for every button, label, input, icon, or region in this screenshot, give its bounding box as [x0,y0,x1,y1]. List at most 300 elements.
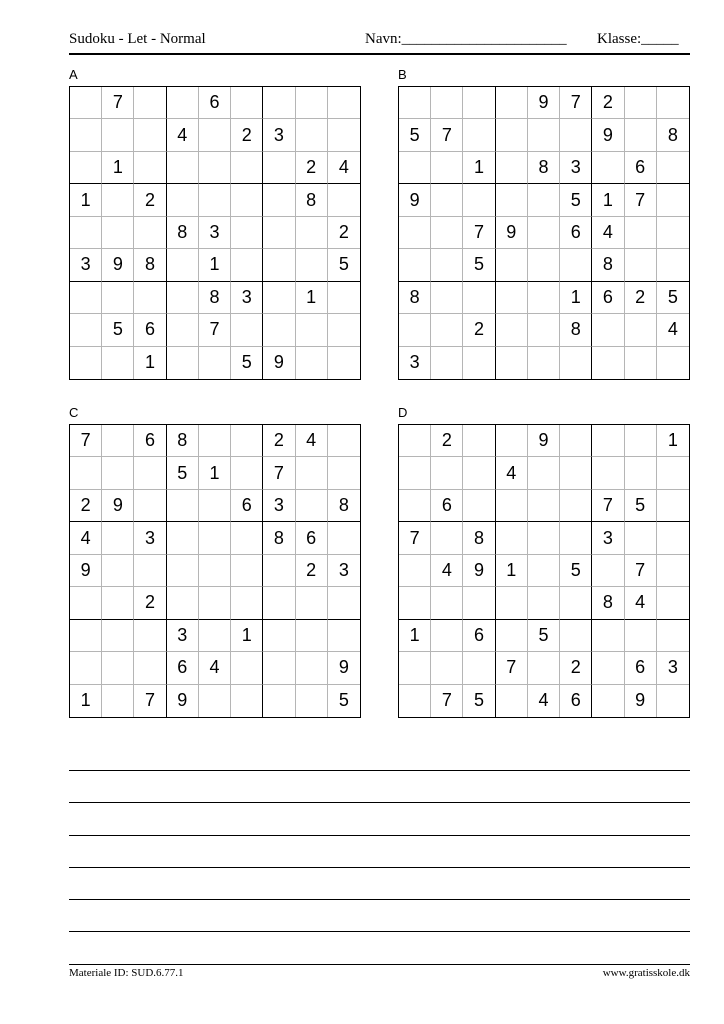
sudoku-cell [528,457,560,489]
sudoku-cell [431,652,463,684]
sudoku-cell [431,314,463,346]
sudoku-cell [102,457,134,489]
sudoku-cell [528,184,560,216]
sudoku-cell [560,620,592,652]
sudoku-cell: 1 [463,152,495,184]
sudoku-cell: 5 [102,314,134,346]
sudoku-cell [625,314,657,346]
sudoku-cell: 2 [625,282,657,314]
sudoku-cell: 4 [199,652,231,684]
sudoku-cell [463,425,495,457]
sudoku-cell [167,87,199,119]
sudoku-cell: 1 [199,249,231,281]
sudoku-cell [199,620,231,652]
sudoku-cell [592,685,624,717]
sudoku-cell [431,184,463,216]
sudoku-cell [263,685,295,717]
sudoku-cell [328,347,360,379]
sudoku-cell [167,555,199,587]
sudoku-cell: 7 [399,522,431,554]
sudoku-cell [102,217,134,249]
sudoku-cell [399,490,431,522]
sudoku-cell [496,314,528,346]
puzzle-label-c: C [69,405,79,420]
sudoku-cell [167,282,199,314]
sudoku-cell [431,587,463,619]
sudoku-cell: 7 [463,217,495,249]
sudoku-cell: 6 [231,490,263,522]
sudoku-cell [625,217,657,249]
sudoku-cell: 8 [399,282,431,314]
sudoku-cell: 8 [560,314,592,346]
sudoku-cell: 7 [560,87,592,119]
sudoku-cell: 3 [263,490,295,522]
sudoku-cell [560,522,592,554]
sudoku-cell [496,347,528,379]
sudoku-cell [496,184,528,216]
sudoku-cell: 2 [296,555,328,587]
sudoku-cell: 9 [592,119,624,151]
sudoku-cell [231,249,263,281]
sudoku-cell: 4 [496,457,528,489]
sudoku-cell [496,425,528,457]
sudoku-cell: 2 [70,490,102,522]
sudoku-cell [231,685,263,717]
sudoku-cell [657,522,689,554]
sudoku-cell [70,347,102,379]
sudoku-cell [199,555,231,587]
sudoku-cell: 9 [167,685,199,717]
sudoku-cell: 4 [528,685,560,717]
sudoku-cell: 8 [592,249,624,281]
sudoku-cell [657,184,689,216]
sudoku-cell [199,522,231,554]
sudoku-cell [296,87,328,119]
sudoku-cell: 5 [167,457,199,489]
sudoku-cell [328,425,360,457]
sudoku-cell [199,119,231,151]
sudoku-cell [263,217,295,249]
material-id: Materiale ID: SUD.6.77.1 [69,967,184,979]
sudoku-cell [134,555,166,587]
sudoku-cell [263,555,295,587]
sudoku-cell: 3 [328,555,360,587]
sudoku-cell [399,249,431,281]
sudoku-cell: 9 [263,347,295,379]
sudoku-cell [528,587,560,619]
sudoku-cell [560,347,592,379]
sudoku-cell [231,87,263,119]
sudoku-cell [296,490,328,522]
sudoku-cell: 6 [560,685,592,717]
sudoku-cell [70,282,102,314]
sudoku-cell [296,347,328,379]
sudoku-cell [70,457,102,489]
sudoku-cell [102,685,134,717]
sudoku-cell [231,555,263,587]
writing-line [69,931,690,932]
sudoku-cell [296,620,328,652]
sudoku-cell [657,555,689,587]
sudoku-cell [496,490,528,522]
sudoku-cell [134,119,166,151]
sudoku-cell [592,314,624,346]
sudoku-cell [167,314,199,346]
sudoku-cell [657,217,689,249]
sudoku-cell [167,249,199,281]
sudoku-cell: 3 [263,119,295,151]
sudoku-cell [296,119,328,151]
sudoku-cell: 4 [625,587,657,619]
sudoku-cell [528,555,560,587]
sudoku-cell [592,620,624,652]
sudoku-cell [463,347,495,379]
sudoku-cell [102,282,134,314]
sudoku-cell: 3 [134,522,166,554]
sudoku-cell [70,119,102,151]
sudoku-cell: 8 [463,522,495,554]
sudoku-cell [496,152,528,184]
sudoku-cell: 2 [134,184,166,216]
sudoku-cell [431,249,463,281]
sudoku-cell: 9 [70,555,102,587]
sudoku-cell [296,685,328,717]
sudoku-cell [70,87,102,119]
puzzle-label-a: A [69,67,78,82]
sudoku-cell [657,152,689,184]
sudoku-cell [328,587,360,619]
sudoku-cell [167,347,199,379]
sudoku-cell: 9 [496,217,528,249]
sudoku-cell: 3 [560,152,592,184]
sudoku-cell [431,217,463,249]
sudoku-cell [102,587,134,619]
sudoku-cell [231,425,263,457]
sudoku-cell [70,620,102,652]
sudoku-cell: 5 [560,184,592,216]
sudoku-cell: 8 [167,217,199,249]
sudoku-cell [328,522,360,554]
sudoku-cell [167,522,199,554]
sudoku-cell: 5 [328,249,360,281]
sudoku-cell [134,490,166,522]
sudoku-cell: 5 [338,690,349,711]
sudoku-cell: 1 [231,620,263,652]
puzzle-label-d: D [398,405,408,420]
sudoku-cell [496,249,528,281]
sudoku-cell [231,652,263,684]
sudoku-cell [134,217,166,249]
sudoku-cell: 9 [528,87,560,119]
sudoku-cell [134,652,166,684]
sudoku-cell [560,490,592,522]
sudoku-cell: 8 [167,425,199,457]
sudoku-cell: 7 [592,490,624,522]
sudoku-cell [263,587,295,619]
sudoku-cell [657,685,689,717]
sudoku-cell [134,87,166,119]
sudoku-cell [328,119,360,151]
sudoku-cell [625,620,657,652]
sudoku-cell [496,522,528,554]
sudoku-cell: 4 [657,314,689,346]
sudoku-cell [657,457,689,489]
sudoku-cell [399,652,431,684]
sudoku-cell [328,620,360,652]
sudoku-cell [102,184,134,216]
puzzle-label-b: B [398,67,407,82]
sudoku-cell [231,152,263,184]
sudoku-cell [463,282,495,314]
sudoku-cell: 3 [167,620,199,652]
sudoku-cell: 2 [328,217,360,249]
sudoku-cell [560,425,592,457]
sudoku-cell: 3 [70,249,102,281]
sudoku-cell [560,457,592,489]
sudoku-cell: 4 [592,217,624,249]
sudoku-cell [263,152,295,184]
sudoku-cell [399,555,431,587]
sudoku-cell: 6 [296,522,328,554]
sudoku-cell [528,249,560,281]
sudoku-cell [199,490,231,522]
header-rule [69,53,690,55]
sudoku-cell [70,652,102,684]
sudoku-grid-b [398,86,690,380]
sudoku-cell [528,314,560,346]
sudoku-cell: 4 [296,425,328,457]
sudoku-cell [296,217,328,249]
writing-line [69,770,690,771]
sudoku-cell: 1 [296,282,328,314]
sudoku-cell [231,522,263,554]
footer-rule [69,964,690,965]
sudoku-cell [528,347,560,379]
sudoku-cell [657,249,689,281]
sudoku-cell [134,152,166,184]
writing-line [69,899,690,900]
sudoku-cell [263,249,295,281]
sudoku-cell [231,217,263,249]
sudoku-cell: 5 [231,347,263,379]
sudoku-cell [560,249,592,281]
sudoku-cell [496,119,528,151]
sudoku-cell [528,522,560,554]
sudoku-cell [199,184,231,216]
writing-line [69,835,690,836]
sudoku-cell [399,425,431,457]
sudoku-grid-d [398,424,690,718]
sudoku-cell [560,119,592,151]
sudoku-cell: 8 [657,119,689,151]
sudoku-cell [102,555,134,587]
sudoku-cell [625,522,657,554]
sudoku-cell: 6 [167,652,199,684]
sudoku-cell: 8 [296,184,328,216]
sudoku-cell [328,282,360,314]
sudoku-cell [296,587,328,619]
sudoku-cell: 7 [431,119,463,151]
sudoku-cell: 1 [496,555,528,587]
sudoku-cell [592,652,624,684]
sudoku-cell [431,620,463,652]
sudoku-cell: 9 [463,555,495,587]
sudoku-cell: 4 [167,119,199,151]
sudoku-cell: 5 [625,490,657,522]
sudoku-cell [657,347,689,379]
sudoku-cell: 7 [70,425,102,457]
sudoku-cell [70,587,102,619]
sudoku-cell [528,282,560,314]
sudoku-cell [296,652,328,684]
sudoku-cell [167,152,199,184]
name-field: Navn:______________________ [365,31,567,47]
sudoku-cell: 9 [102,490,134,522]
sudoku-cell [657,87,689,119]
sudoku-cell [463,587,495,619]
sudoku-cell: 7 [199,314,231,346]
sudoku-cell: 2 [296,152,328,184]
sudoku-cell: 9 [399,184,431,216]
sudoku-cell: 8 [134,249,166,281]
sudoku-grid-c [69,424,361,718]
sudoku-cell [528,217,560,249]
sudoku-cell: 7 [625,184,657,216]
sudoku-cell [167,587,199,619]
sudoku-cell: 6 [560,217,592,249]
sudoku-cell: 9 [328,652,360,684]
sudoku-cell: 7 [263,457,295,489]
sudoku-cell: 1 [134,347,166,379]
sudoku-cell [431,87,463,119]
sudoku-cell [560,587,592,619]
sudoku-cell [496,282,528,314]
sudoku-cell: 6 [134,314,166,346]
sudoku-cell [263,652,295,684]
sudoku-cell: 1 [560,282,592,314]
sudoku-cell: 8 [328,490,360,522]
sudoku-cell [625,249,657,281]
sudoku-cell: 1 [657,425,689,457]
sudoku-cell [102,522,134,554]
page-title: Sudoku - Let - Normal [69,31,206,47]
sudoku-cell [167,184,199,216]
sudoku-cell: 1 [592,184,624,216]
sudoku-cell: 6 [463,620,495,652]
sudoku-cell: 5 [560,555,592,587]
sudoku-cell: 2 [560,652,592,684]
sudoku-cell [102,652,134,684]
sudoku-cell [463,457,495,489]
sudoku-cell: 8 [263,522,295,554]
sudoku-cell [296,249,328,281]
sudoku-cell: 1 [399,620,431,652]
sudoku-cell [496,587,528,619]
sudoku-cell: 7 [134,685,166,717]
sudoku-cell [657,620,689,652]
sudoku-cell: 5 [528,620,560,652]
sudoku-cell: 5 [463,249,495,281]
sudoku-cell: 7 [625,555,657,587]
sudoku-cell: 6 [431,490,463,522]
sudoku-cell [263,314,295,346]
sudoku-cell [528,119,560,151]
sudoku-cell [328,314,360,346]
sudoku-cell [431,347,463,379]
sudoku-cell [167,490,199,522]
sudoku-cell [657,490,689,522]
sudoku-cell [625,119,657,151]
sudoku-cell [592,152,624,184]
sudoku-cell: 2 [263,425,295,457]
sudoku-cell: 1 [70,184,102,216]
sudoku-cell [199,152,231,184]
sudoku-cell [431,457,463,489]
sudoku-cell [399,685,431,717]
sudoku-cell [463,184,495,216]
sudoku-cell [296,457,328,489]
sudoku-cell [399,87,431,119]
sudoku-cell [592,457,624,489]
sudoku-cell [657,587,689,619]
sudoku-cell: 7 [102,87,134,119]
sudoku-cell [134,282,166,314]
sudoku-cell: 2 [431,425,463,457]
sudoku-cell: 1 [70,685,102,717]
sudoku-cell [70,314,102,346]
sudoku-cell [263,184,295,216]
sudoku-cell: 5 [399,119,431,151]
sudoku-cell [625,347,657,379]
sudoku-cell [399,457,431,489]
sudoku-cell [263,87,295,119]
sudoku-cell: 4 [431,555,463,587]
sudoku-cell [263,282,295,314]
sudoku-cell: 1 [199,457,231,489]
sudoku-cell [199,425,231,457]
sudoku-cell [463,490,495,522]
sudoku-cell: 8 [592,587,624,619]
website-link: www.gratisskole.dk [602,967,690,979]
sudoku-cell [496,87,528,119]
sudoku-cell [463,119,495,151]
sudoku-cell [199,347,231,379]
sudoku-cell: 9 [528,425,560,457]
sudoku-cell [625,87,657,119]
sudoku-cell [431,282,463,314]
sudoku-cell [528,490,560,522]
sudoku-cell: 2 [231,119,263,151]
sudoku-cell: 6 [625,652,657,684]
sudoku-cell: 8 [528,152,560,184]
sudoku-cell: 2 [592,87,624,119]
sudoku-cell [592,347,624,379]
sudoku-cell [231,587,263,619]
sudoku-cell [431,152,463,184]
sudoku-cell: 7 [431,685,463,717]
sudoku-cell [263,620,295,652]
sudoku-cell [625,457,657,489]
sudoku-cell: 8 [199,282,231,314]
sudoku-cell: 9 [625,685,657,717]
sudoku-cell [231,314,263,346]
sudoku-cell [625,425,657,457]
sudoku-cell [463,87,495,119]
sudoku-cell [399,587,431,619]
sudoku-cell [328,184,360,216]
sudoku-cell: 3 [399,347,431,379]
sudoku-cell [102,347,134,379]
